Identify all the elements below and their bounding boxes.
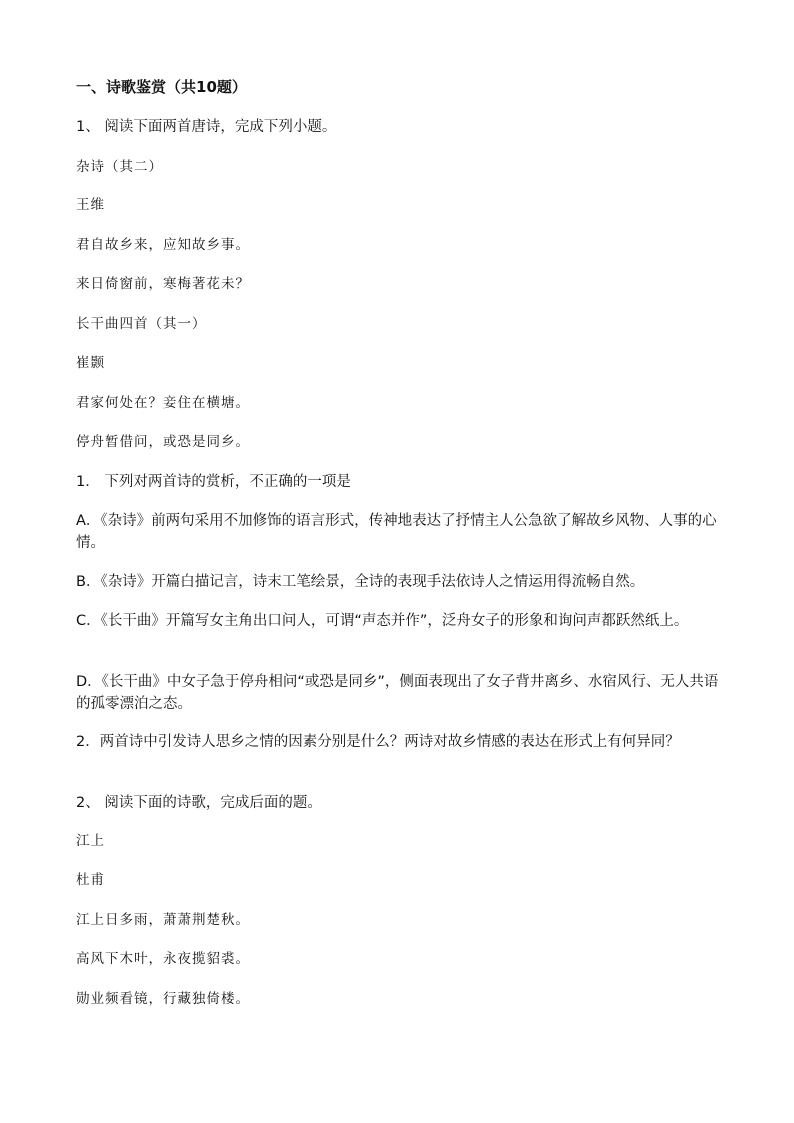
- poem-2-line-2: 停舟暂借问，或恐是同乡。: [76, 434, 250, 450]
- poem-3-title: 江上: [76, 833, 105, 849]
- question-1-intro: 1、 阅读下面两首唐诗，完成下列小题。: [76, 119, 337, 135]
- poem-1-line-1: 君自故乡来，应知故乡事。: [76, 237, 250, 253]
- poem-1-title: 杂诗（其二）: [76, 159, 163, 175]
- poem-1-author: 王维: [76, 197, 105, 213]
- poem-3-line-1: 江上日多雨，萧萧荆楚秋。: [76, 912, 250, 928]
- section-title: 一、诗歌鉴赏（共10题）: [76, 78, 247, 96]
- sub-question-2: 2．两首诗中引发诗人思乡之情的因素分别是什么？两诗对故乡情感的表达在形式上有何异同？: [76, 734, 680, 750]
- poem-3-line-2: 高风下木叶，永夜揽貂裘。: [76, 951, 250, 967]
- poem-2-title: 长干曲四首（其一）: [76, 316, 207, 332]
- poem-3-author: 杜甫: [76, 872, 105, 888]
- question-2-intro: 2、 阅读下面的诗歌，完成后面的题。: [76, 795, 322, 811]
- poem-3-line-3: 勋业频看镜，行藏独倚楼。: [76, 991, 250, 1007]
- option-b: B．《杂诗》开篇白描记言，诗末工笔绘景，全诗的表现手法依诗人之情运用得流畅自然。: [76, 574, 645, 590]
- poem-2-author: 崔颢: [76, 355, 105, 371]
- poem-1-line-2: 来日倚窗前，寒梅著花未？: [76, 276, 250, 292]
- option-d: D．《长干曲》中女子急于停舟相问“或恐是同乡”，侧面表现出了女子背井离乡、水宿风行、无人共语的孤零漂泊之态。: [76, 674, 719, 712]
- poem-2-line-1: 君家何处在？妾住在横塘。: [76, 395, 250, 411]
- sub-question-1: 1． 下列对两首诗的赏析，不正确的一项是: [76, 474, 351, 490]
- option-c: C．《长干曲》开篇写女主角出口问人，可谓“声态并作”，泛舟女子的形象和询问声都跃然纸上。: [76, 613, 689, 629]
- option-a: A．《杂诗》前两句采用不加修饰的语言形式，传神地表达了抒情主人公急欲了解故乡风物、人事的心情。: [76, 513, 717, 551]
